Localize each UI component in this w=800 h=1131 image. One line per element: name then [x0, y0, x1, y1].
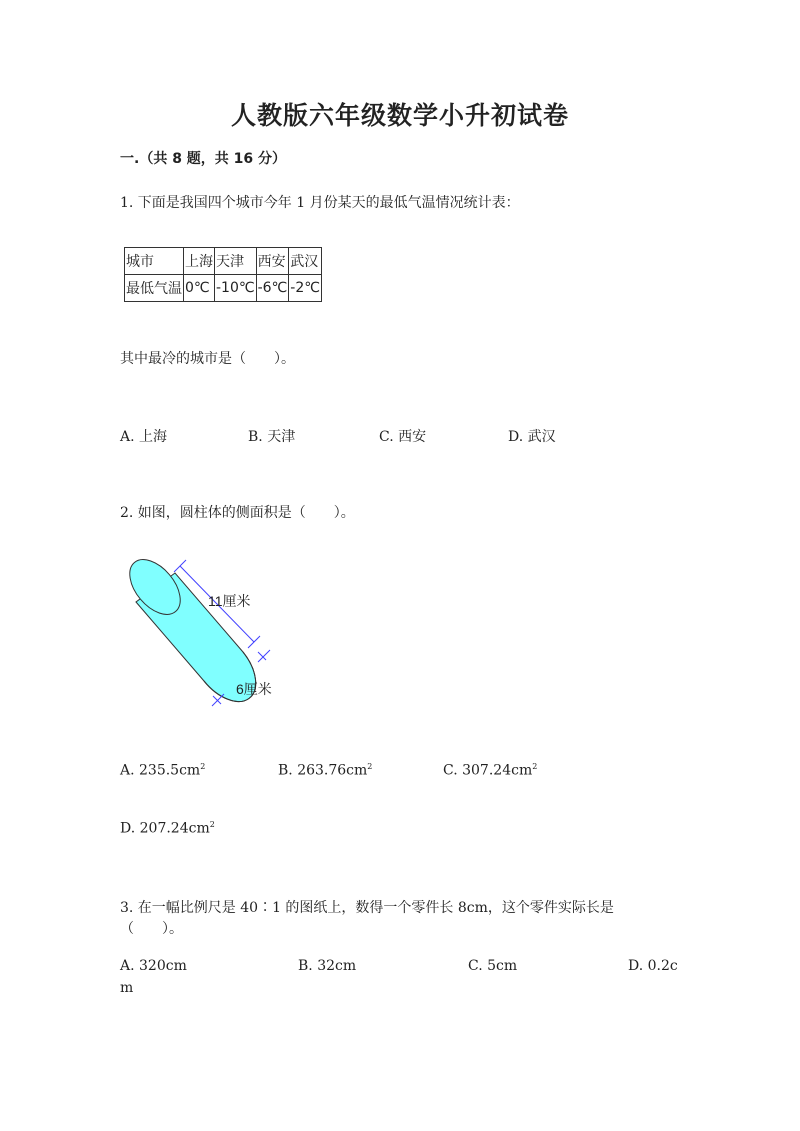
question-3-text: 3. 在一幅比例尺是 40∶1 的图纸上，数得一个零件长 8cm，这个零件实际长是: [120, 900, 614, 916]
question-2-option-b[interactable]: B. $263.76cm^2$: [278, 762, 373, 779]
table-cell: 最低气温: [125, 275, 184, 302]
table-cell: 天津: [215, 248, 257, 275]
question-1-option-d[interactable]: D. 武汉: [508, 429, 556, 445]
table-cell: 城市: [125, 248, 184, 275]
table-cell: 上海: [184, 248, 215, 275]
table-row: [125, 275, 322, 302]
diameter-tick-bottom: [212, 694, 224, 706]
table-cell: 0℃: [184, 275, 215, 302]
section-header: 一.（共 8 题，共 16 分）: [120, 151, 287, 167]
table-cell: -10℃: [215, 275, 257, 302]
cylinder-length-label: 11厘米: [208, 593, 251, 609]
question-1-prompt: 其中最冷的城市是（ ）。: [120, 351, 295, 367]
table-cell: -2℃: [289, 275, 322, 302]
question-3-text-cont: （ ）。: [120, 921, 183, 937]
question-2-option-a[interactable]: A. $235.5cm^2$: [120, 762, 206, 779]
question-2-option-c[interactable]: C. $307.24cm^2$: [443, 762, 538, 779]
question-3-option-c[interactable]: C. 5cm: [468, 958, 518, 974]
question-3-option-d[interactable]: D. 0.2c: [628, 958, 678, 974]
diameter-tick-top: [258, 650, 270, 662]
table-cell: 武汉: [289, 248, 322, 275]
page-title: 人教版六年级数学小升初试卷: [230, 101, 569, 130]
table-row: [125, 248, 322, 275]
cylinder-diameter-label: 6厘米: [236, 681, 272, 697]
question-1-text: 1. 下面是我国四个城市今年 1 月份某天的最低气温情况统计表：: [120, 195, 520, 211]
diameter-arrow-bottom: [213, 696, 221, 704]
question-1-option-c[interactable]: C. 西安: [379, 429, 427, 445]
question-3-option-a[interactable]: A. 320cm: [120, 958, 187, 974]
question-2-text: 2. 如图，圆柱体的侧面积是（ ）。: [120, 505, 355, 521]
question-1-option-b[interactable]: B. 天津: [248, 429, 296, 445]
table-cell: 西安: [256, 248, 289, 275]
question-3-option-b[interactable]: B. 32cm: [298, 958, 357, 974]
cylinder-figure: [118, 556, 308, 716]
question-1-option-a[interactable]: A. 上海: [120, 429, 168, 445]
diameter-arrow-top: [258, 652, 266, 660]
question-3-option-d-wrap: m: [120, 980, 134, 996]
question-2-option-d[interactable]: D. $207.24cm^2$: [120, 820, 215, 837]
table-cell: -6℃: [256, 275, 289, 302]
temperature-table: [124, 247, 322, 302]
